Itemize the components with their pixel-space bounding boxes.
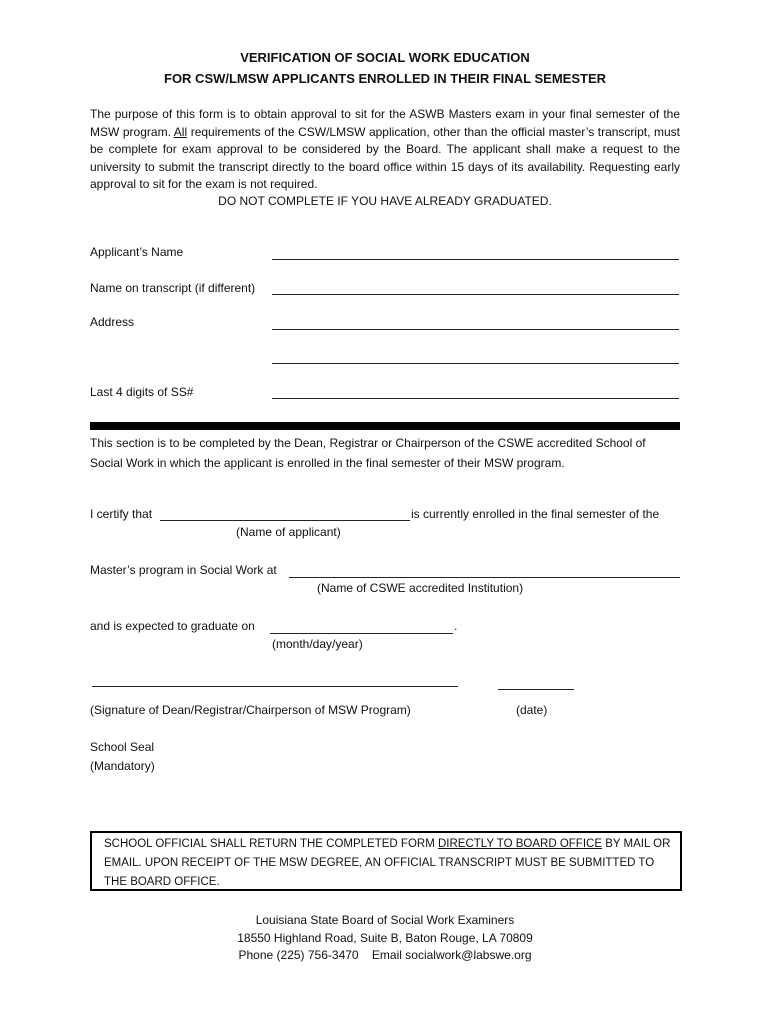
applicant-name-field[interactable] (272, 259, 679, 260)
ssn-field[interactable] (272, 398, 679, 399)
return-instructions-text (104, 835, 676, 892)
signature-caption: (Signature of Dean/Registrar/Chairperson of MSW Program) (90, 703, 411, 717)
do-not-complete-warning: DO NOT COMPLETE IF YOU HAVE ALREADY GRADUATED. (218, 194, 552, 208)
graduation-date-field[interactable] (270, 633, 453, 634)
transcript-name-field[interactable] (272, 294, 679, 295)
certify-suffix: is currently enrolled in the final semester of the (411, 507, 660, 521)
intro-part1: The purpose of this form is to obtain approval to sit for the ASWB Masters exam in your final semester of the MSW program. (90, 107, 680, 139)
form-title-line1: VERIFICATION OF SOCIAL WORK EDUCATION (240, 50, 530, 65)
return-instructions-box (90, 831, 682, 891)
intro-paragraph (90, 106, 680, 194)
date-caption: (date) (516, 703, 548, 717)
address-field-line1[interactable] (272, 329, 679, 330)
section-divider (90, 422, 680, 430)
notice-emphasis: DIRECTLY TO BOARD OFFICE (437, 838, 602, 850)
school-seal-label: School Seal (90, 740, 155, 754)
footer-contact: Phone (225) 756-3470 Email socialwork@labswe.org (238, 948, 532, 962)
institution-caption: (Name of CSWE accredited Institution) (317, 581, 524, 595)
notice-part1: SCHOOL OFFICIAL SHALL RETURN THE COMPLETED FORM (104, 838, 438, 850)
name-of-applicant-caption: (Name of applicant) (236, 525, 341, 539)
section2-intro: This section is to be completed by the Dean, Registrar or Chairperson of the CSWE accredited School of Social Work in which the applicant is enrolled in the final semester of their MSW program. (90, 436, 646, 470)
applicant-name-label: Applicant’s Name (90, 245, 184, 259)
footer-org: Louisiana State Board of Social Work Examiners (255, 913, 515, 927)
certify-prefix: I certify that (90, 507, 153, 521)
applicant-name-certify-field[interactable] (160, 520, 410, 521)
notice-part2: BY MAIL OR EMAIL. UPON RECEIPT OF THE MSW DEGREE, AN OFFICIAL TRANSCRIPT MUST BE SUBMITTED TO THE BOARD OFFICE. (104, 838, 671, 888)
intro-part2: requirements of the CSW/LMSW application, other than the official master’s transcript, must be complete for exam approval to be considered by the Board. The applicant shall make a request to the university to submit the transcript directly to the board office within 15 days of its availability. Requesting early approval to sit for the exam is not required. (90, 124, 680, 192)
ssn-label: Last 4 digits of SS# (90, 385, 194, 399)
footer-address: 18550 Highland Road, Suite B, Baton Rouge, LA 70809 (237, 931, 533, 945)
form-title-line2: FOR CSW/LMSW APPLICANTS ENROLLED IN THEIR FINAL SEMESTER (164, 71, 606, 86)
intro-all-emphasis: All (173, 124, 188, 139)
date-format-caption: (month/day/year) (272, 637, 363, 651)
institution-field[interactable] (289, 577, 680, 578)
graduate-prefix: and is expected to graduate on (90, 619, 255, 633)
transcript-name-label: Name on transcript (if different) (90, 281, 256, 295)
signature-field[interactable] (92, 686, 458, 687)
school-seal-note: (Mandatory) (90, 759, 155, 773)
address-label: Address (90, 315, 135, 329)
address-field-line2[interactable] (272, 363, 679, 364)
graduate-suffix: . (454, 619, 458, 633)
program-prefix: Master’s program in Social Work at (90, 563, 277, 577)
signature-date-field[interactable] (498, 689, 574, 690)
